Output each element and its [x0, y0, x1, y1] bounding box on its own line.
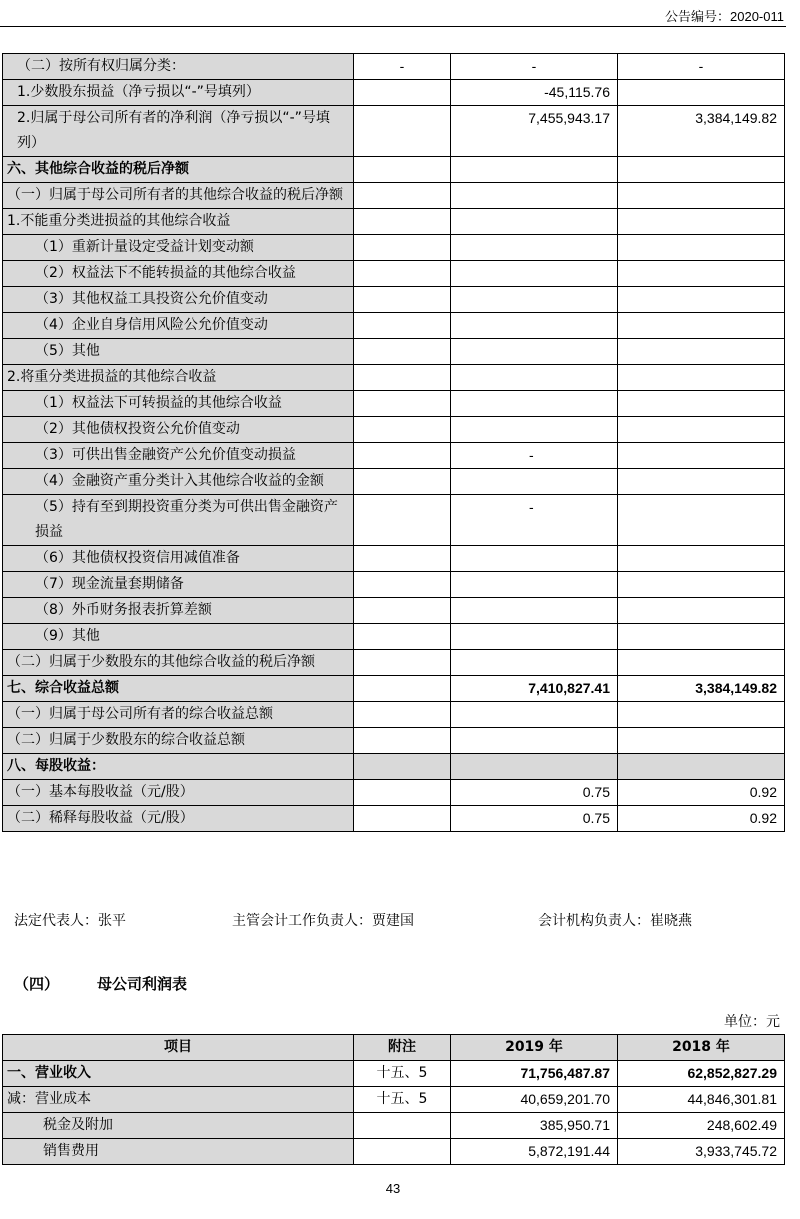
table-row	[3, 54, 785, 80]
cell-col2	[354, 469, 451, 495]
row-label: （1）权益法下可转损益的其他综合收益	[3, 391, 354, 417]
header-item: 项目	[3, 1035, 354, 1061]
table-row	[3, 209, 785, 235]
cell-col2: -	[354, 54, 451, 80]
cell-col2	[354, 728, 451, 754]
cell-current: 7,455,943.17	[451, 106, 618, 157]
cell-prior	[618, 650, 785, 676]
table-row	[3, 313, 785, 339]
table-row	[3, 1139, 785, 1165]
row-label: 1.少数股东损益（净亏损以“-”号填列）	[3, 80, 354, 106]
header-note: 附注	[354, 1035, 451, 1061]
cell-current	[451, 650, 618, 676]
cell-col2	[354, 754, 451, 780]
cell-col2	[354, 209, 451, 235]
row-label: 六、其他综合收益的税后净额	[3, 157, 354, 183]
row-label: 八、每股收益：	[3, 754, 354, 780]
cell-prior	[618, 754, 785, 780]
cell-2018: 248,602.49	[618, 1113, 785, 1139]
document-number-label: 公告编号：	[665, 10, 731, 25]
cell-col2	[354, 806, 451, 832]
cell-note	[354, 1113, 451, 1139]
cell-col2	[354, 313, 451, 339]
cell-current	[451, 365, 618, 391]
cell-current	[451, 391, 618, 417]
table-row	[3, 780, 785, 806]
table-row	[3, 417, 785, 443]
section-name: 母公司利润表	[97, 975, 188, 993]
cell-current	[451, 235, 618, 261]
table-row	[3, 391, 785, 417]
cell-current	[451, 261, 618, 287]
cell-2018: 3,933,745.72	[618, 1139, 785, 1165]
row-label: 1.不能重分类进损益的其他综合收益	[3, 209, 354, 235]
cell-current	[451, 157, 618, 183]
cell-current	[451, 313, 618, 339]
cell-current	[451, 754, 618, 780]
row-label: （二）归属于少数股东的综合收益总额	[3, 728, 354, 754]
cell-prior	[618, 469, 785, 495]
row-label: （2）权益法下不能转损益的其他综合收益	[3, 261, 354, 287]
table-row	[3, 443, 785, 469]
cell-current: -	[451, 495, 618, 546]
cell-prior	[618, 183, 785, 209]
row-label: （1）重新计量设定受益计划变动额	[3, 235, 354, 261]
row-label: 2.归属于母公司所有者的净利润（净亏损以“-”号填列）	[3, 106, 354, 157]
cell-col2	[354, 157, 451, 183]
parent-income-statement	[2, 1034, 785, 1165]
document-number	[665, 6, 784, 25]
cell-current	[451, 183, 618, 209]
row-label: 一、营业收入	[3, 1061, 354, 1087]
cell-col2	[354, 495, 451, 546]
cell-col2	[354, 287, 451, 313]
cell-current: 7,410,827.41	[451, 676, 618, 702]
cell-current	[451, 728, 618, 754]
cell-prior: 3,384,149.82	[618, 676, 785, 702]
cell-current	[451, 469, 618, 495]
row-label: （一）基本每股收益（元/股）	[3, 780, 354, 806]
cell-current: -	[451, 54, 618, 80]
cell-col2	[354, 598, 451, 624]
cell-col2	[354, 780, 451, 806]
cell-note: 十五、5	[354, 1061, 451, 1087]
cell-current: -	[451, 443, 618, 469]
cell-prior	[618, 624, 785, 650]
table-row	[3, 365, 785, 391]
row-label: （4）金融资产重分类计入其他综合收益的金额	[3, 469, 354, 495]
table-row	[3, 598, 785, 624]
cell-col2	[354, 572, 451, 598]
table-row	[3, 676, 785, 702]
table-row	[3, 572, 785, 598]
cell-col2	[354, 365, 451, 391]
row-label: （二）稀释每股收益（元/股）	[3, 806, 354, 832]
cell-2019: 40,659,201.70	[451, 1087, 618, 1113]
table-row	[3, 183, 785, 209]
cell-col2	[354, 417, 451, 443]
table-row	[3, 702, 785, 728]
cell-current	[451, 339, 618, 365]
cell-col2	[354, 80, 451, 106]
cell-col2	[354, 183, 451, 209]
cell-col2	[354, 261, 451, 287]
table-row	[3, 1113, 785, 1139]
document-number-value: 2020-011	[730, 9, 784, 24]
cell-col2	[354, 702, 451, 728]
cell-note	[354, 1139, 451, 1165]
row-label: （5）其他	[3, 339, 354, 365]
table-row	[3, 235, 785, 261]
table-row	[3, 546, 785, 572]
table-row	[3, 469, 785, 495]
row-label: （3）其他权益工具投资公允价值变动	[3, 287, 354, 313]
row-label: （一）归属于母公司所有者的其他综合收益的税后净额	[3, 183, 354, 209]
cell-col2	[354, 624, 451, 650]
cell-prior	[618, 702, 785, 728]
cell-col2	[354, 391, 451, 417]
table-row	[3, 728, 785, 754]
cell-2018: 44,846,301.81	[618, 1087, 785, 1113]
row-label: （7）现金流量套期储备	[3, 572, 354, 598]
cell-col2	[354, 235, 451, 261]
cell-current	[451, 417, 618, 443]
row-label: （二）归属于少数股东的其他综合收益的税后净额	[3, 650, 354, 676]
cell-prior: 0.92	[618, 806, 785, 832]
unit-label: 单位：元	[724, 1014, 780, 1030]
cell-prior	[618, 339, 785, 365]
cell-col2	[354, 106, 451, 157]
cell-col2	[354, 546, 451, 572]
row-label: （6）其他债权投资信用减值准备	[3, 546, 354, 572]
cell-prior	[618, 287, 785, 313]
row-label: 税金及附加	[3, 1113, 354, 1139]
table-row	[3, 261, 785, 287]
row-label: 2.将重分类进损益的其他综合收益	[3, 365, 354, 391]
cell-col2	[354, 676, 451, 702]
accounting-org-head: 会计机构负责人：崔晓燕	[538, 913, 692, 929]
cell-current	[451, 702, 618, 728]
cell-col2	[354, 443, 451, 469]
cell-prior	[618, 417, 785, 443]
cell-prior	[618, 80, 785, 106]
table-header-row	[3, 1035, 785, 1061]
cell-current	[451, 287, 618, 313]
consolidated-income-statement-continued	[2, 53, 785, 832]
cell-current	[451, 546, 618, 572]
cell-prior	[618, 261, 785, 287]
table-row	[3, 106, 785, 157]
cell-prior	[618, 391, 785, 417]
row-label: （2）其他债权投资公允价值变动	[3, 417, 354, 443]
cell-prior	[618, 546, 785, 572]
table-row	[3, 495, 785, 546]
row-label: 减：营业成本	[3, 1087, 354, 1113]
header-2018: 2018 年	[618, 1035, 785, 1061]
row-label: （一）归属于母公司所有者的综合收益总额	[3, 702, 354, 728]
legal-representative: 法定代表人：张平	[14, 913, 126, 929]
cell-current	[451, 209, 618, 235]
table-row	[3, 157, 785, 183]
cell-prior	[618, 598, 785, 624]
row-label: （9）其他	[3, 624, 354, 650]
row-label: （3）可供出售金融资产公允价值变动损益	[3, 443, 354, 469]
table-row	[3, 754, 785, 780]
cell-col2	[354, 650, 451, 676]
accounting-work-head: 主管会计工作负责人：贾建国	[232, 913, 414, 929]
cell-prior	[618, 313, 785, 339]
cell-prior	[618, 443, 785, 469]
row-label: （二）按所有权归属分类：	[3, 54, 354, 80]
cell-prior: -	[618, 54, 785, 80]
cell-prior	[618, 728, 785, 754]
table-row	[3, 650, 785, 676]
cell-prior: 0.92	[618, 780, 785, 806]
cell-col2	[354, 339, 451, 365]
cell-2019: 5,872,191.44	[451, 1139, 618, 1165]
row-label: 七、综合收益总额	[3, 676, 354, 702]
cell-current	[451, 624, 618, 650]
cell-current: -45,115.76	[451, 80, 618, 106]
cell-prior	[618, 235, 785, 261]
row-label: （5）持有至到期投资重分类为可供出售金融资产损益	[3, 495, 354, 546]
table-row	[3, 339, 785, 365]
cell-prior	[618, 157, 785, 183]
section-title	[14, 973, 187, 994]
table-row	[3, 806, 785, 832]
cell-current	[451, 572, 618, 598]
header-2019: 2019 年	[451, 1035, 618, 1061]
cell-current: 0.75	[451, 806, 618, 832]
cell-prior	[618, 209, 785, 235]
cell-2019: 385,950.71	[451, 1113, 618, 1139]
cell-2018: 62,852,827.29	[618, 1061, 785, 1087]
cell-prior	[618, 365, 785, 391]
table-row	[3, 624, 785, 650]
cell-prior	[618, 495, 785, 546]
header-rule	[0, 26, 786, 27]
row-label: （4）企业自身信用风险公允价值变动	[3, 313, 354, 339]
cell-prior	[618, 572, 785, 598]
cell-current	[451, 598, 618, 624]
cell-note: 十五、5	[354, 1087, 451, 1113]
cell-prior: 3,384,149.82	[618, 106, 785, 157]
table-row	[3, 80, 785, 106]
cell-2019: 71,756,487.87	[451, 1061, 618, 1087]
cell-current: 0.75	[451, 780, 618, 806]
table-row	[3, 1087, 785, 1113]
table-row	[3, 1061, 785, 1087]
page-number: 43	[385, 1181, 401, 1196]
row-label: 销售费用	[3, 1139, 354, 1165]
row-label: （8）外币财务报表折算差额	[3, 598, 354, 624]
table-row	[3, 287, 785, 313]
section-number: （四）	[14, 975, 60, 993]
